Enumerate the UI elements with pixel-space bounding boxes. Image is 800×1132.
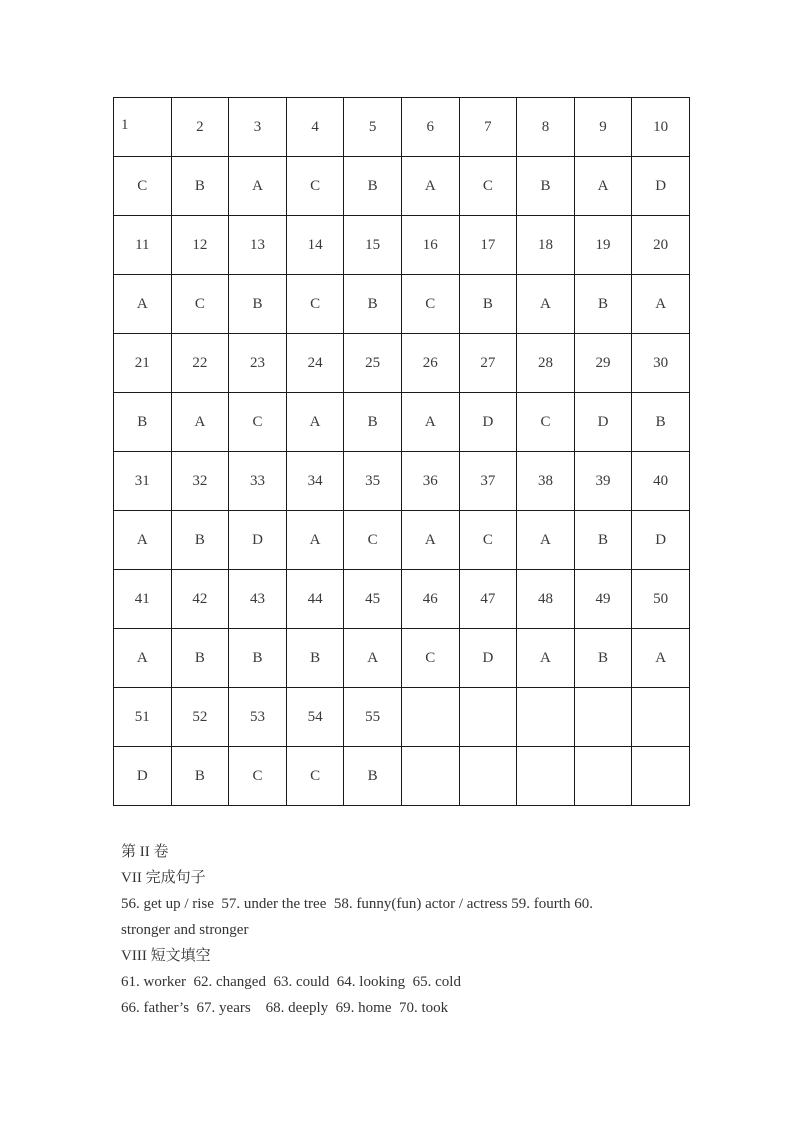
cell-text: 21 — [134, 354, 150, 371]
cell-text: B — [540, 177, 551, 194]
section-viii-heading — [121, 943, 661, 969]
question-number-cell — [229, 216, 287, 275]
answer-letter-cell — [171, 747, 229, 806]
answer-letter-row — [114, 511, 690, 570]
cell-text: A — [424, 413, 436, 430]
cell-text: C — [482, 177, 493, 194]
answer-letter-row — [114, 747, 690, 806]
answer-letter-cell — [574, 511, 632, 570]
question-number-cell — [517, 98, 575, 157]
cell-text: 49 — [595, 590, 611, 607]
cell-text: D — [482, 413, 494, 430]
answer-letter-cell — [574, 393, 632, 452]
question-number-cell — [401, 688, 459, 747]
cell-text: 1 — [121, 116, 129, 133]
answer-letter-cell — [286, 157, 344, 216]
question-number-cell — [459, 688, 517, 747]
cell-text: 13 — [249, 236, 265, 253]
cell-text: 41 — [134, 590, 150, 607]
cell-text: 32 — [192, 472, 208, 489]
answer-letter-cell — [344, 629, 402, 688]
answer-letter-cell — [171, 629, 229, 688]
question-number-cell — [344, 570, 402, 629]
cell-text: A — [424, 177, 436, 194]
answer-letter-cell — [459, 393, 517, 452]
question-number-cell — [286, 216, 344, 275]
cell-text: 48 — [537, 590, 553, 607]
question-number-cell — [401, 216, 459, 275]
answer-letter-cell — [344, 393, 402, 452]
answer-letter-cell — [229, 275, 287, 334]
question-number-cell — [574, 98, 632, 157]
question-number-cell — [459, 570, 517, 629]
cell-text: B — [598, 649, 609, 666]
question-number-cell — [171, 452, 229, 511]
question-number-cell — [344, 334, 402, 393]
cell-text: 28 — [537, 354, 553, 371]
answer-letter-cell — [229, 629, 287, 688]
cell-text: 55 — [365, 708, 381, 725]
question-number-cell — [344, 216, 402, 275]
answer-letter-cell — [114, 511, 172, 570]
question-number-cell — [401, 334, 459, 393]
answer-letter-cell — [229, 747, 287, 806]
answer-letter-cell — [459, 747, 517, 806]
cell-text: B — [482, 295, 493, 312]
cell-text: B — [137, 413, 148, 430]
cell-text: 29 — [595, 354, 611, 371]
question-number-row — [114, 334, 690, 393]
answer-letter-cell — [171, 157, 229, 216]
cell-text: A — [655, 649, 667, 666]
cell-text: 3 — [253, 118, 262, 135]
question-number-cell — [114, 334, 172, 393]
cell-text: B — [598, 531, 609, 548]
question-number-row — [114, 688, 690, 747]
cell-text: A — [424, 531, 436, 548]
section-vii-heading-text: VII 完成句子 — [121, 870, 206, 886]
section-viii-answers-line-2: 66. father’s 67. years 68. deeply 69. home 70. took — [121, 1000, 449, 1016]
answer-letter-cell — [229, 393, 287, 452]
cell-text: C — [310, 767, 321, 784]
answer-letter-cell — [344, 275, 402, 334]
cell-text: D — [655, 177, 667, 194]
question-number-cell — [286, 334, 344, 393]
question-number-cell — [171, 98, 229, 157]
answer-letter-cell — [632, 275, 690, 334]
question-number-cell — [344, 98, 402, 157]
question-number-cell — [401, 452, 459, 511]
answer-letter-cell — [401, 511, 459, 570]
answer-letter-cell — [286, 393, 344, 452]
question-number-cell — [114, 688, 172, 747]
answer-letter-cell — [401, 747, 459, 806]
cell-text: C — [252, 413, 263, 430]
cell-text: B — [367, 413, 378, 430]
question-number-cell — [517, 452, 575, 511]
question-number-cell — [632, 98, 690, 157]
cell-text: 4 — [311, 118, 319, 135]
answer-letter-cell — [459, 629, 517, 688]
cell-text: A — [136, 531, 148, 548]
answer-letter-cell — [517, 393, 575, 452]
section-vii-answers-line-2: stronger and stronger — [121, 922, 249, 938]
answer-letter-cell — [517, 629, 575, 688]
cell-text: 42 — [192, 590, 208, 607]
question-number-cell — [459, 98, 517, 157]
answer-letter-cell — [632, 511, 690, 570]
cell-text: 23 — [249, 354, 265, 371]
cell-text: A — [194, 413, 206, 430]
question-number-cell — [632, 216, 690, 275]
answer-letter-cell — [401, 393, 459, 452]
cell-text: C — [540, 413, 551, 430]
question-number-cell — [574, 216, 632, 275]
volume-title — [121, 839, 661, 865]
cell-text: D — [597, 413, 609, 430]
question-number-cell — [171, 334, 229, 393]
cell-text: 15 — [365, 236, 381, 253]
question-number-cell — [229, 334, 287, 393]
answer-letter-cell — [229, 157, 287, 216]
cell-text: A — [540, 531, 551, 548]
cell-text: 31 — [134, 472, 150, 489]
cell-text: 39 — [595, 472, 611, 489]
cell-text: C — [367, 531, 378, 548]
cell-text: D — [252, 531, 263, 548]
question-number-cell — [286, 688, 344, 747]
cell-text: B — [310, 649, 321, 666]
answer-letter-cell — [632, 157, 690, 216]
answer-letter-cell — [114, 157, 172, 216]
cell-text: B — [252, 649, 263, 666]
cell-text: 24 — [307, 354, 323, 371]
question-number-cell — [286, 570, 344, 629]
cell-text: 25 — [365, 354, 381, 371]
question-number-cell — [286, 98, 344, 157]
cell-text: 44 — [307, 590, 323, 607]
answer-letter-cell — [114, 747, 172, 806]
question-number-cell — [344, 452, 402, 511]
answer-letter-cell — [114, 275, 172, 334]
cell-text: 37 — [480, 472, 496, 489]
volume-title-text: 第 II 卷 — [121, 844, 169, 860]
answer-table-body — [114, 98, 690, 806]
question-number-cell — [632, 452, 690, 511]
answer-letter-cell — [574, 629, 632, 688]
cell-text: C — [310, 177, 321, 194]
cell-text: 16 — [422, 236, 438, 253]
cell-text: 45 — [365, 590, 381, 607]
question-number-cell — [229, 98, 287, 157]
cell-text: 17 — [480, 236, 496, 253]
question-number-cell — [517, 334, 575, 393]
question-number-cell — [459, 216, 517, 275]
answer-letter-cell — [286, 747, 344, 806]
question-number-cell — [114, 570, 172, 629]
cell-text: 14 — [307, 236, 323, 253]
question-number-cell — [114, 452, 172, 511]
question-number-row — [114, 98, 690, 157]
question-number-cell — [632, 688, 690, 747]
cell-text: 18 — [537, 236, 553, 253]
cell-text: 33 — [249, 472, 265, 489]
question-number-cell — [574, 570, 632, 629]
question-number-cell — [401, 98, 459, 157]
answer-letter-cell — [574, 747, 632, 806]
cell-text: B — [367, 177, 378, 194]
answer-letter-cell — [632, 629, 690, 688]
question-number-cell — [574, 452, 632, 511]
cell-text: 19 — [595, 236, 611, 253]
answer-letter-row — [114, 275, 690, 334]
cell-text: 30 — [653, 354, 669, 371]
cell-text: 54 — [307, 708, 323, 725]
cell-text: A — [309, 531, 321, 548]
cell-text: C — [310, 295, 321, 312]
question-number-row — [114, 452, 690, 511]
answer-letter-cell — [517, 275, 575, 334]
answer-letter-cell — [286, 511, 344, 570]
cell-text: 9 — [599, 118, 607, 135]
cell-text: 43 — [249, 590, 265, 607]
cell-text: C — [252, 767, 263, 784]
cell-text: B — [252, 295, 263, 312]
cell-text: B — [655, 413, 666, 430]
cell-text: D — [136, 767, 148, 784]
cell-text: D — [655, 531, 667, 548]
cell-text: B — [367, 295, 378, 312]
cell-text: 46 — [422, 590, 438, 607]
answer-letter-cell — [459, 511, 517, 570]
answer-letter-cell — [632, 747, 690, 806]
question-number-cell — [171, 570, 229, 629]
cell-text: A — [597, 177, 609, 194]
cell-text: C — [482, 531, 493, 548]
cell-text: B — [194, 767, 205, 784]
question-number-cell — [517, 570, 575, 629]
answer-letter-cell — [171, 393, 229, 452]
cell-text: 27 — [480, 354, 496, 371]
question-number-cell — [517, 216, 575, 275]
cell-text: 6 — [426, 118, 435, 135]
cell-text: B — [194, 177, 205, 194]
cell-text: 40 — [653, 472, 669, 489]
cell-text: 20 — [653, 236, 669, 253]
cell-text: 38 — [537, 472, 553, 489]
question-number-cell — [229, 570, 287, 629]
cell-text: 35 — [365, 472, 381, 489]
question-number-cell — [114, 216, 172, 275]
section-vii-heading — [121, 865, 661, 891]
answer-letter-cell — [286, 629, 344, 688]
cell-text: A — [540, 649, 551, 666]
cell-text: A — [655, 295, 667, 312]
question-number-cell — [574, 334, 632, 393]
question-number-cell — [229, 452, 287, 511]
answer-letter-row — [114, 393, 690, 452]
answer-letter-cell — [229, 511, 287, 570]
cell-text: B — [194, 531, 205, 548]
answer-letter-cell — [401, 157, 459, 216]
cell-text: A — [367, 649, 379, 666]
answer-letter-cell — [171, 511, 229, 570]
section-viii-heading-text: VIII 短文填空 — [121, 948, 211, 964]
cell-text: D — [482, 649, 494, 666]
section-viii-answers-line-1: 61. worker 62. changed 63. could 64. looking 65. cold — [121, 974, 461, 990]
question-number-cell — [459, 452, 517, 511]
cell-text: 5 — [368, 118, 377, 135]
question-number-cell — [229, 688, 287, 747]
question-number-cell — [517, 688, 575, 747]
question-number-cell — [574, 688, 632, 747]
answer-letter-cell — [114, 629, 172, 688]
cell-text: 34 — [307, 472, 323, 489]
cell-text: 7 — [484, 118, 492, 135]
answer-letter-row — [114, 629, 690, 688]
cell-text: 2 — [196, 118, 204, 135]
cell-text: B — [367, 767, 378, 784]
answer-table — [113, 97, 690, 806]
answer-letter-row — [114, 157, 690, 216]
answer-letter-cell — [459, 275, 517, 334]
question-number-cell — [401, 570, 459, 629]
cell-text: 10 — [653, 118, 669, 135]
cell-text: C — [425, 649, 436, 666]
answer-letter-cell — [171, 275, 229, 334]
answer-letter-cell — [517, 157, 575, 216]
cell-text: C — [137, 177, 148, 194]
question-number-cell — [171, 216, 229, 275]
cell-text: 53 — [249, 708, 265, 725]
cell-text: 12 — [192, 236, 208, 253]
answer-letter-cell — [517, 511, 575, 570]
answer-letter-cell — [401, 629, 459, 688]
cell-text: 22 — [192, 354, 208, 371]
answer-letter-cell — [517, 747, 575, 806]
answer-letter-cell — [632, 393, 690, 452]
question-number-cell — [459, 334, 517, 393]
answer-letter-cell — [401, 275, 459, 334]
answer-letter-cell — [114, 393, 172, 452]
question-number-cell — [286, 452, 344, 511]
answer-letter-cell — [344, 157, 402, 216]
cell-text: 50 — [653, 590, 669, 607]
question-number-row — [114, 216, 690, 275]
question-number-row — [114, 570, 690, 629]
cell-text: A — [136, 649, 148, 666]
cell-text: A — [252, 177, 263, 194]
cell-text: A — [540, 295, 551, 312]
cell-text: 51 — [134, 708, 150, 725]
cell-text: 11 — [135, 236, 150, 253]
cell-text: B — [598, 295, 609, 312]
answer-letter-cell — [286, 275, 344, 334]
answer-letter-cell — [459, 157, 517, 216]
cell-text: A — [309, 413, 321, 430]
section-vii-answers-line-1: 56. get up / rise 57. under the tree 58. funny(fun) actor / actress 59. fourth 60. — [121, 896, 593, 912]
cell-text: 47 — [480, 590, 496, 607]
cell-text: C — [425, 295, 436, 312]
cell-text: C — [194, 295, 205, 312]
cell-text: 36 — [422, 472, 438, 489]
question-number-cell — [632, 570, 690, 629]
answer-letter-cell — [574, 275, 632, 334]
question-number-cell — [171, 688, 229, 747]
cell-text: B — [194, 649, 205, 666]
question-number-cell — [632, 334, 690, 393]
section-viii-answers — [121, 969, 661, 1021]
cell-text: 26 — [422, 354, 438, 371]
section-vii-answers — [121, 891, 661, 943]
cell-text: A — [136, 295, 148, 312]
answer-letter-cell — [344, 511, 402, 570]
cell-text: 52 — [192, 708, 208, 725]
answer-letter-cell — [574, 157, 632, 216]
question-number-cell — [114, 98, 172, 157]
question-number-cell — [344, 688, 402, 747]
cell-text: 8 — [541, 118, 550, 135]
answer-letter-cell — [344, 747, 402, 806]
